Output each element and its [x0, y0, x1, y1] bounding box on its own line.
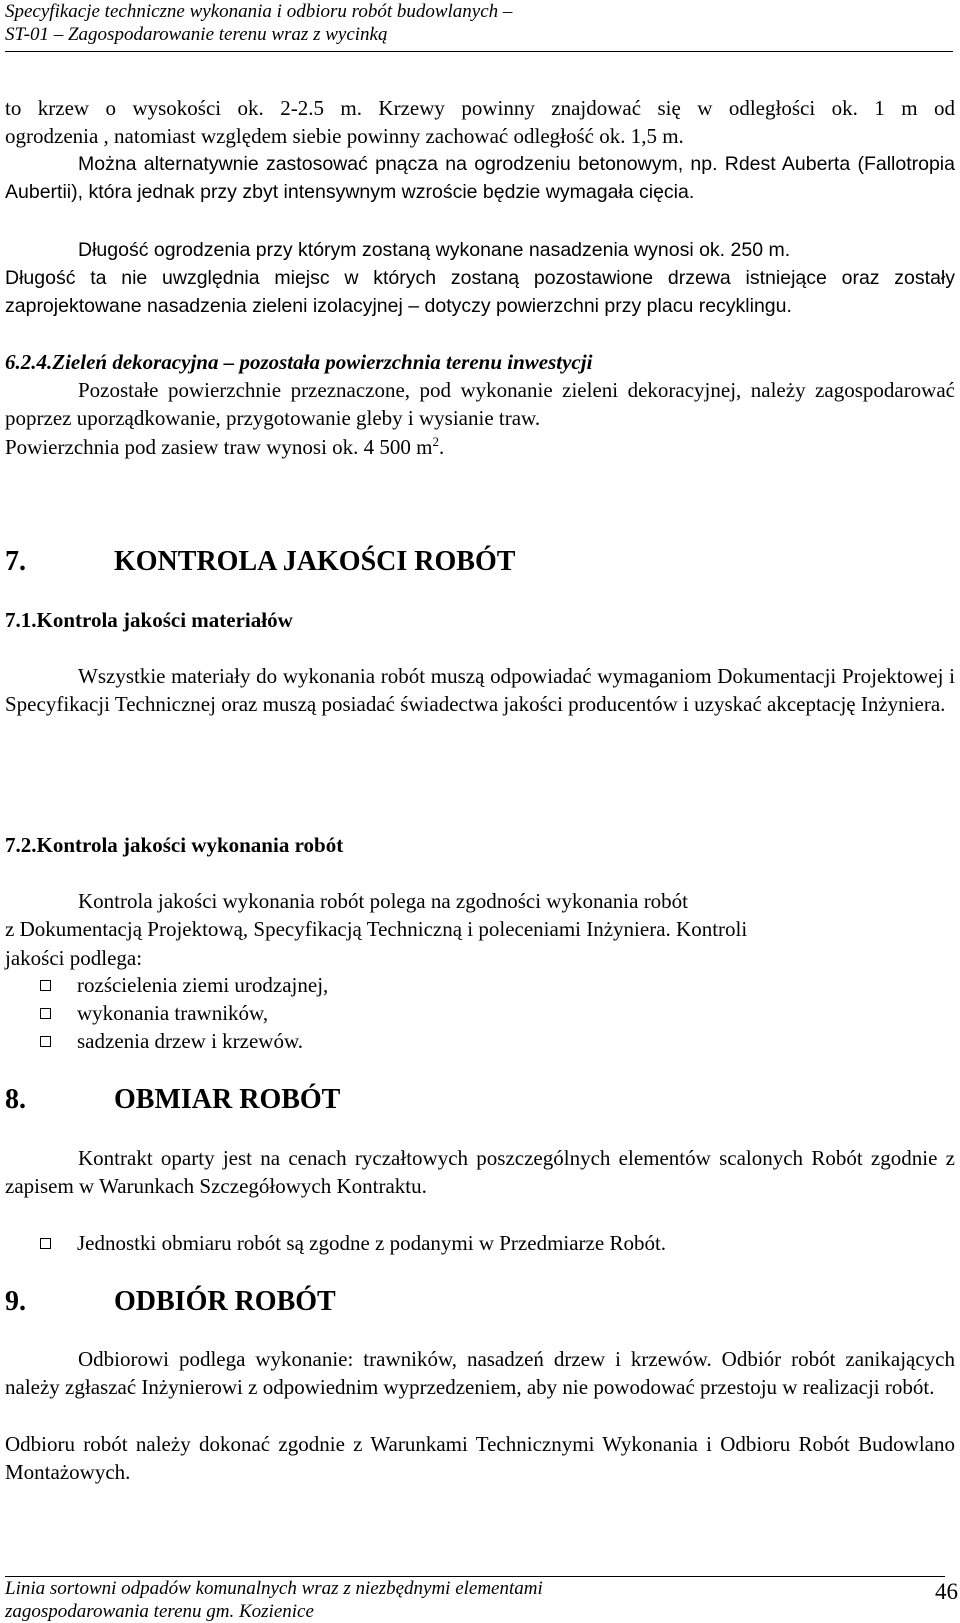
section-6-2-4-area: Powierzchnia pod zasiew traw wynosi ok. 4 500 $m^2$.: [5, 434, 445, 459]
section-title: ODBIÓR ROBÓT: [114, 1286, 336, 1317]
footer-line-1: Linia sortowni odpadów komunalnych wraz z niezbędnymi elementami: [5, 1578, 543, 1599]
paragraph-line: to krzew o wysokości ok. 2-2.5 m. Krzewy powinny znajdować się w odległości ok. 1 m od: [5, 96, 955, 120]
header-divider: [5, 51, 953, 52]
section-title: OBMIAR ROBÓT: [114, 1084, 341, 1115]
checkbox-bullet-icon: [40, 1036, 51, 1047]
section-title: Zieleń dekoracyjna – pozostała powierzchnia terenu inwestycji: [52, 350, 593, 374]
section-6-2-4-heading: [5, 348, 592, 376]
paragraph-line: jakości podlega:: [5, 945, 143, 970]
section-number: 6.2.4.: [5, 350, 53, 374]
section-8-text: Kontrakt oparty jest na cenach ryczałtowych poszczególnych elementów scalonych Robót zgodnie z zapisem w Warunkach Szczegółowych Kontraktu.: [5, 1146, 955, 1199]
section-8-heading: [5, 1083, 705, 1117]
running-header: [5, 0, 955, 46]
footer-line-2: zagospodarowania terenu gm. Kozienice: [5, 1601, 314, 1622]
paragraph-line: Kontrola jakości wykonania robót polega na zgodności wykonania robót: [78, 889, 689, 913]
page-number: 46: [935, 1579, 958, 1604]
header-line-1: Specyfikacje techniczne wykonania i odbioru robót budowlanych –: [5, 1, 513, 22]
checkbox-bullet-icon: [40, 1008, 51, 1019]
paragraph-climbers: Można alternatywnie zastosować pnącza na ogrodzeniu betonowym, np. Rdest Auberta (Fallotropia Aubertii), która jednak przy zbyt intensywnym wzroście będzie wymagała cięcia.: [5, 153, 955, 204]
section-number: 7.: [5, 546, 26, 577]
paragraph-fence-length: Długość ogrodzenia przy którym zostaną wykonane nasadzenia wynosi ok. 250 m.: [78, 239, 791, 261]
section-number: 9.: [5, 1286, 26, 1317]
paragraph-line: ogrodzenia , natomiast względem siebie powinny zachować odległość ok. 1,5 m.: [5, 124, 684, 149]
section-number: 8.: [5, 1084, 26, 1115]
section-title: KONTROLA JAKOŚCI ROBÓT: [114, 546, 516, 577]
paragraph-line: z Dokumentacją Projektową, Specyfikacją Techniczną i poleceniami Inżyniera. Kontroli: [5, 917, 748, 942]
section-9-text-2: Odbioru robót należy dokonać zgodnie z Warunkami Technicznymi Wykonania i Odbioru Robót Budowlano Montażowych.: [5, 1432, 955, 1485]
section-7-2-heading: 7.2.Kontrola jakości wykonania robót: [5, 833, 344, 857]
document-page: Specyfikacje techniczne wykonania i odbioru robót budowlanych – ST-01 – Zagospodarowanie terenu wraz z wycinką to krzew o wysokości ok. 2-2.5 m. Krzewy powinny znajdować się w odległości ok. 1 m od ogrodzenia , natomiast względem siebie powinny zachować odległość ok. 1,5 m. Można alternatywnie zastosować pnącza na ogrodzeniu betonowym, np. Rdest Auberta (Fallotropia Aubertii), która jednak przy zbyt intensywnym wzroście będzie wymagała cięcia. Długość ogrodzenia przy którym zostaną wykonane nasadzenia wynosi ok. 250 m. Długość ta nie uwzględnia miejsc w których zostaną pozostawione drzewa istniejące oraz zostały zaprojektowane nasadzenia zieleni izolacyjnej – dotyczy powierzchni przy placu recyklingu. 6.2.4.Zieleń dekoracyjna – pozostała powierzchnia terenu inwestycji Pozostałe powierzchnie przeznaczone, pod wykonanie zieleni dekoracyjnej, należy zagospodarować poprzez uporządkowanie, przygotowanie gleby i wysianie traw. Powierzchnia pod zasiew traw wynosi ok. 4 500 $m^2$. 7. KONTROLA JAKOŚCI ROBÓT 7.1.Kontrola jakości materiałów Wszystkie materiały do wykonania robót muszą odpowiadać wymaganiom Dokumentacji Projektowej i Specyfikacji Technicznej oraz muszą posiadać świadectwa jakości producentów i uzyskać akceptację Inżyniera. 7.2.Kontrola jakości wykonania robót Kontrola jakości wykonania robót polega na zgodności wykonania robót z Dokumentacją Projektową, Specyfikacją Techniczną i poleceniami Inżyniera. Kontroli jakości podlega: rozścielenia ziemi urodzajnej, wykonania trawników, sadzenia drzew i krzewów. 8. OBMIAR ROBÓT Kontrakt oparty jest na cenach ryczałtowych poszczególnych elementów scalonych Robót zgodnie z zapisem w Warunkach Szczegółowych Kontraktu. Jednostki obmiaru robót są zgodne z podanymi w Przedmiarze Robót. 9. ODBIÓR ROBÓT Odbiorowi podlega wykonanie: trawników, nasadzeń drzew i krzewów. Odbiór robót zanikających należy zgłaszać Inżynierowi z odpowiednim wyprzedzeniem, aby nie powodować przestoju w realizacji robót. Odbioru robót należy dokonać zgodnie z Warunkami Technicznymi Wykonania i Odbioru Robót Budowlano Montażowych. Linia sortowni odpadów komunalnych wraz z niezbędnymi elementami zagospodarowania terenu gm. Kozienice 46: [5, 1, 958, 1622]
checkbox-bullet-icon: [40, 1238, 51, 1249]
section-7-2-text: [5, 887, 955, 972]
header-line-2: ST-01 – Zagospodarowanie terenu wraz z wycinką: [5, 24, 388, 45]
section-9-text-1: Odbiorowi podlega wykonanie: trawników, nasadzeń drzew i krzewów. Odbiór robót zanikających należy zgłaszać Inżynierowi z odpowiednim wyprzedzeniem, aby nie powodować przestoju w realizacji robót.: [5, 1347, 955, 1400]
paragraph-exclusions: Długość ta nie uwzględnia miejsc w których zostaną pozostawione drzewa istniejące oraz zostały zaprojektowane nasadzenia zieleni izolacyjnej – dotyczy powierzchni przy placu recyklingu.: [5, 267, 955, 318]
section-7-1-heading: 7.1.Kontrola jakości materiałów: [5, 608, 293, 632]
running-footer: [5, 1577, 543, 1623]
section-9-heading: [5, 1285, 705, 1319]
section-6-2-4-text: Pozostałe powierzchnie przeznaczone, pod wykonanie zieleni dekoracyjnej, należy zagospodarować poprzez uporządkowanie, przygotowanie gleby i wysianie traw.: [5, 378, 955, 431]
section-7-heading: [5, 545, 705, 579]
checkbox-bullet-icon: [40, 980, 51, 991]
paragraph-hedge-spacing: [5, 94, 955, 151]
section-7-1-text: Wszystkie materiały do wykonania robót muszą odpowiadać wymaganiom Dokumentacji Projektowej i Specyfikacji Technicznej oraz muszą posiadać świadectwa jakości producentów i uzyskać akceptację Inżyniera.: [5, 664, 955, 717]
